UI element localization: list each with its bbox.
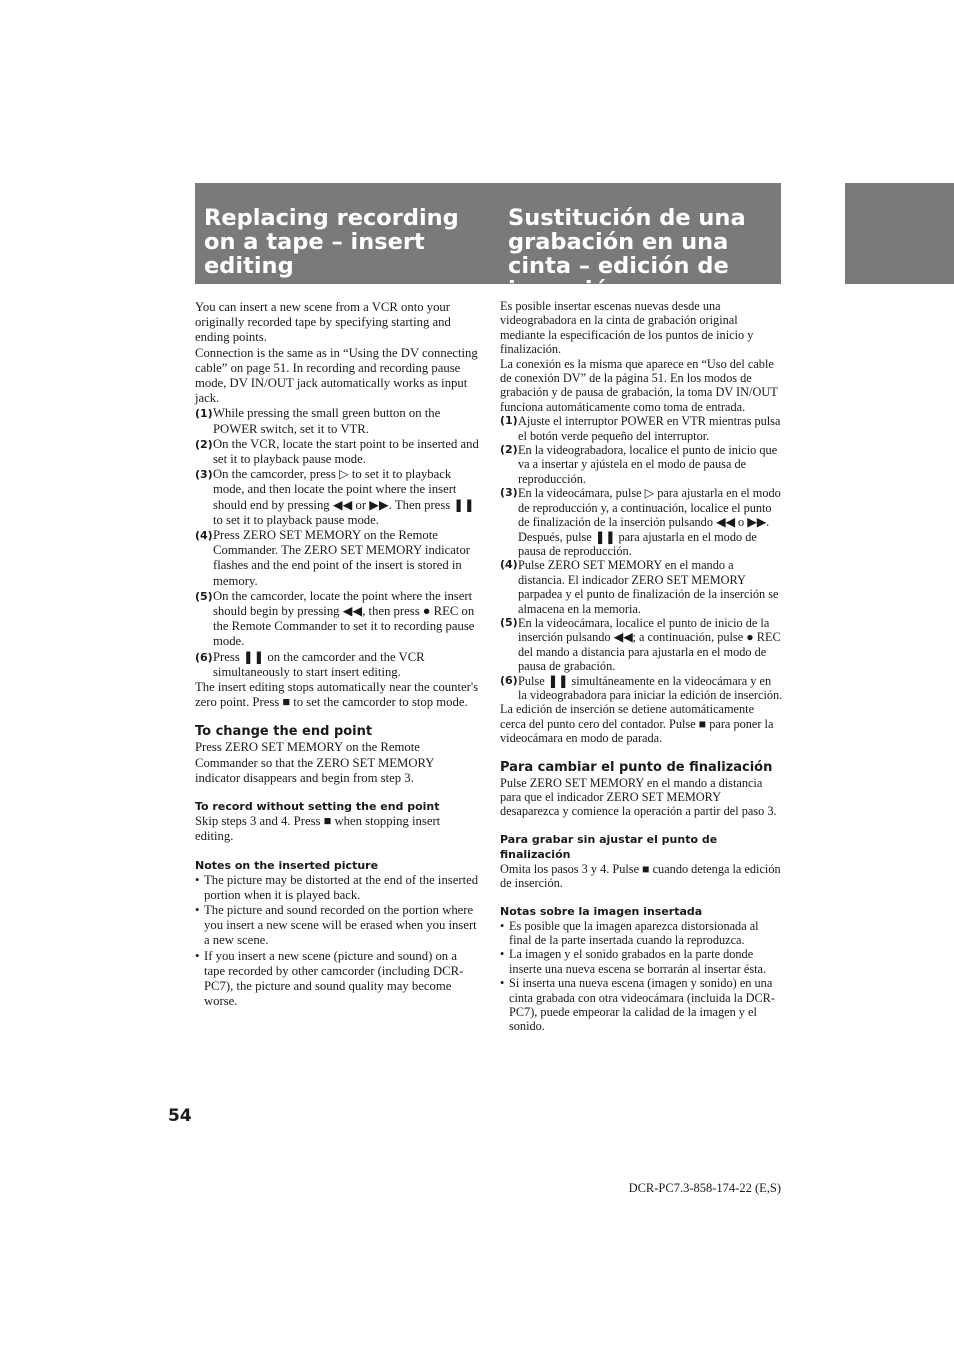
heading-change-end-point: Para cambiar el punto de finalización [500, 759, 773, 775]
step-text: Pulse ZERO SET MEMORY en el mando a distancia. El indicador ZERO SET MEMORY parpadea y el punto de finalización de la inserción se almacena en la memoria. [518, 558, 779, 616]
step-text: Pulse ❚❚ simultáneamente en la videocámara y en la videograbadora para iniciar la edición de inserción. [518, 673, 783, 702]
step-number: (5) [500, 615, 518, 629]
step-number: (6) [500, 673, 518, 687]
heading-change-end-point: To change the end point [195, 724, 373, 740]
section-tab [845, 183, 954, 284]
step-number: (1) [500, 414, 518, 428]
step-1 [195, 406, 481, 436]
step-number: (5) [195, 589, 213, 603]
note-item: • Es posible que la imagen aparezca distorsionada al final de la parte insertada cuando la reproduzca. [500, 919, 783, 948]
heading-notes: Notes on the inserted picture [195, 858, 379, 872]
step-2 [195, 437, 481, 467]
heading-record-without-end: Para grabar sin ajustar el punto de finalización [500, 832, 718, 861]
note-item: • La imagen y el sonido grabados en la parte donde inserte una nueva escena se borrarán al insertar ésta. [500, 947, 783, 976]
step-2 [500, 443, 783, 486]
stop-paragraph: La edición de inserción se detiene automáticamente cerca del punto cero del contador. Pulse ■ para poner la videocámara en modo de parada. [500, 702, 774, 746]
note-item: • Si inserta una nueva escena (imagen y sonido) en una cinta grabada con otra videocámara (incluida la DCR-PC7), puede empeorar la calidad de la imagen y el sonido. [500, 976, 783, 1034]
step-3 [195, 467, 481, 528]
note-item: • The picture and sound recorded on the portion where you insert a new scene will be erased when you insert a new scene. [195, 903, 481, 949]
change-paragraph: Pulse ZERO SET MEMORY en el mando a distancia para que el indicador ZERO SET MEMORY desaparezca y comience la operación a partir del paso 3. [500, 775, 777, 819]
step-text: Press ZERO SET MEMORY on the Remote Commander. The ZERO SET MEMORY indicator flashes and the end point of the insert is stored in memory. [213, 528, 471, 588]
change-paragraph: Press ZERO SET MEMORY on the Remote Commander so that the ZERO SET MEMORY indicator disappears and begin from step 3. [195, 740, 434, 785]
step-5 [500, 616, 783, 674]
model-code: DCR-PC7.3-858-174-22 (E,S) [628, 1181, 781, 1195]
heading-record-without-end: To record without setting the end point [195, 800, 440, 814]
step-number: (4) [500, 558, 518, 572]
intro-paragraph: You can insert a new scene from a VCR onto your originally recorded tape by specifying starting and ending points. [195, 300, 451, 345]
heading-notes: Notas sobre la imagen insertada [500, 904, 703, 918]
step-number: (3) [500, 486, 518, 500]
title-spanish: Sustitución de una grabación en una cinta – edición de inserción [508, 205, 746, 303]
step-number: (2) [500, 443, 518, 457]
step-text: On the camcorder, locate the point where the insert should begin by pressing ◀◀, then press ● REC on the Remote Commander to set it to recording pause mode. [213, 588, 475, 649]
record-paragraph: Omita los pasos 3 y 4. Pulse ■ cuando detenga la edición de inserción. [500, 861, 781, 891]
note-item: • The picture may be distorted at the end of the inserted portion when it is played back. [195, 873, 481, 903]
step-text: En la videocámara, localice el punto de inicio de la inserción pulsando ◀◀; a continuación, pulse ● REC del mando a distancia para ajustarla en el modo de pausa de grabación. [518, 615, 781, 674]
page-number: 54 [168, 1106, 192, 1126]
step-number: (6) [195, 650, 213, 664]
step-text: Press ❚❚ on the camcorder and the VCR simultaneously to start insert editing. [213, 649, 425, 679]
step-text: On the camcorder, press ▷ to set it to playback mode, and then locate the point where the insert should end by pressing ◀◀ or ▶▶. Then press ❚❚ to set it to playback pause mode. [213, 467, 475, 527]
step-text: Ajuste el interruptor POWER en VTR mientras pulsa el botón verde pequeño del interruptor. [518, 414, 781, 443]
step-4 [500, 558, 783, 616]
connection-paragraph: Connection is the same as in “Using the DV connecting cable” on page 51. In recording and recording pause mode, DV IN/OUT jack automatically works as input jack. [195, 345, 478, 406]
title-english: Replacing recording on a tape – insert editing [204, 205, 459, 279]
step-number: (3) [195, 468, 213, 482]
step-6 [500, 674, 783, 703]
step-number: (4) [195, 529, 213, 543]
step-3 [500, 486, 783, 558]
step-6 [195, 650, 481, 680]
english-column [195, 300, 481, 1009]
step-4 [195, 528, 481, 589]
record-paragraph: Skip steps 3 and 4. Press ■ when stopping insert editing. [195, 814, 441, 844]
intro-paragraph: Es posible insertar escenas nuevas desde una videograbadora en la cinta de grabación original mediante la especificación de los puntos de inicio y finalización. [500, 299, 754, 357]
step-5 [195, 589, 481, 650]
connection-paragraph: La conexión es la misma que aparece en “Uso del cable de conexión DV” de la página 51. En los modos de grabación y de pausa de grabación, la toma DV IN/OUT funciona automáticamente como toma de entrada. [500, 356, 778, 414]
stop-paragraph: The insert editing stops automatically near the counter's zero point. Press ■ to set the camcorder to stop mode. [195, 680, 479, 710]
spanish-column [500, 299, 783, 1034]
step-text: While pressing the small green button on the POWER switch, set it to VTR. [213, 406, 441, 436]
step-text: En la videograbadora, localice el punto de inicio que va a insertar y ajústela en el modo de pausa de reproducción. [518, 443, 778, 486]
step-number: (1) [195, 407, 213, 421]
step-number: (2) [195, 437, 213, 451]
note-item: • If you insert a new scene (picture and sound) on a tape recorded by other camcorder (including DCR-PC7), the picture and sound quality may become worse. [195, 949, 481, 1010]
step-text: On the VCR, locate the start point to be inserted and set it to playback pause mode. [213, 436, 479, 467]
step-1 [500, 414, 783, 443]
step-text: En la videocámara, pulse ▷ para ajustarla en el modo de reproducción y, a continuación, localice el punto de finalización de la inserción pulsando ◀◀ o ▶▶. Después, pulse ❚❚ para ajustarla en el modo de pausa de reproducción. [518, 486, 781, 558]
